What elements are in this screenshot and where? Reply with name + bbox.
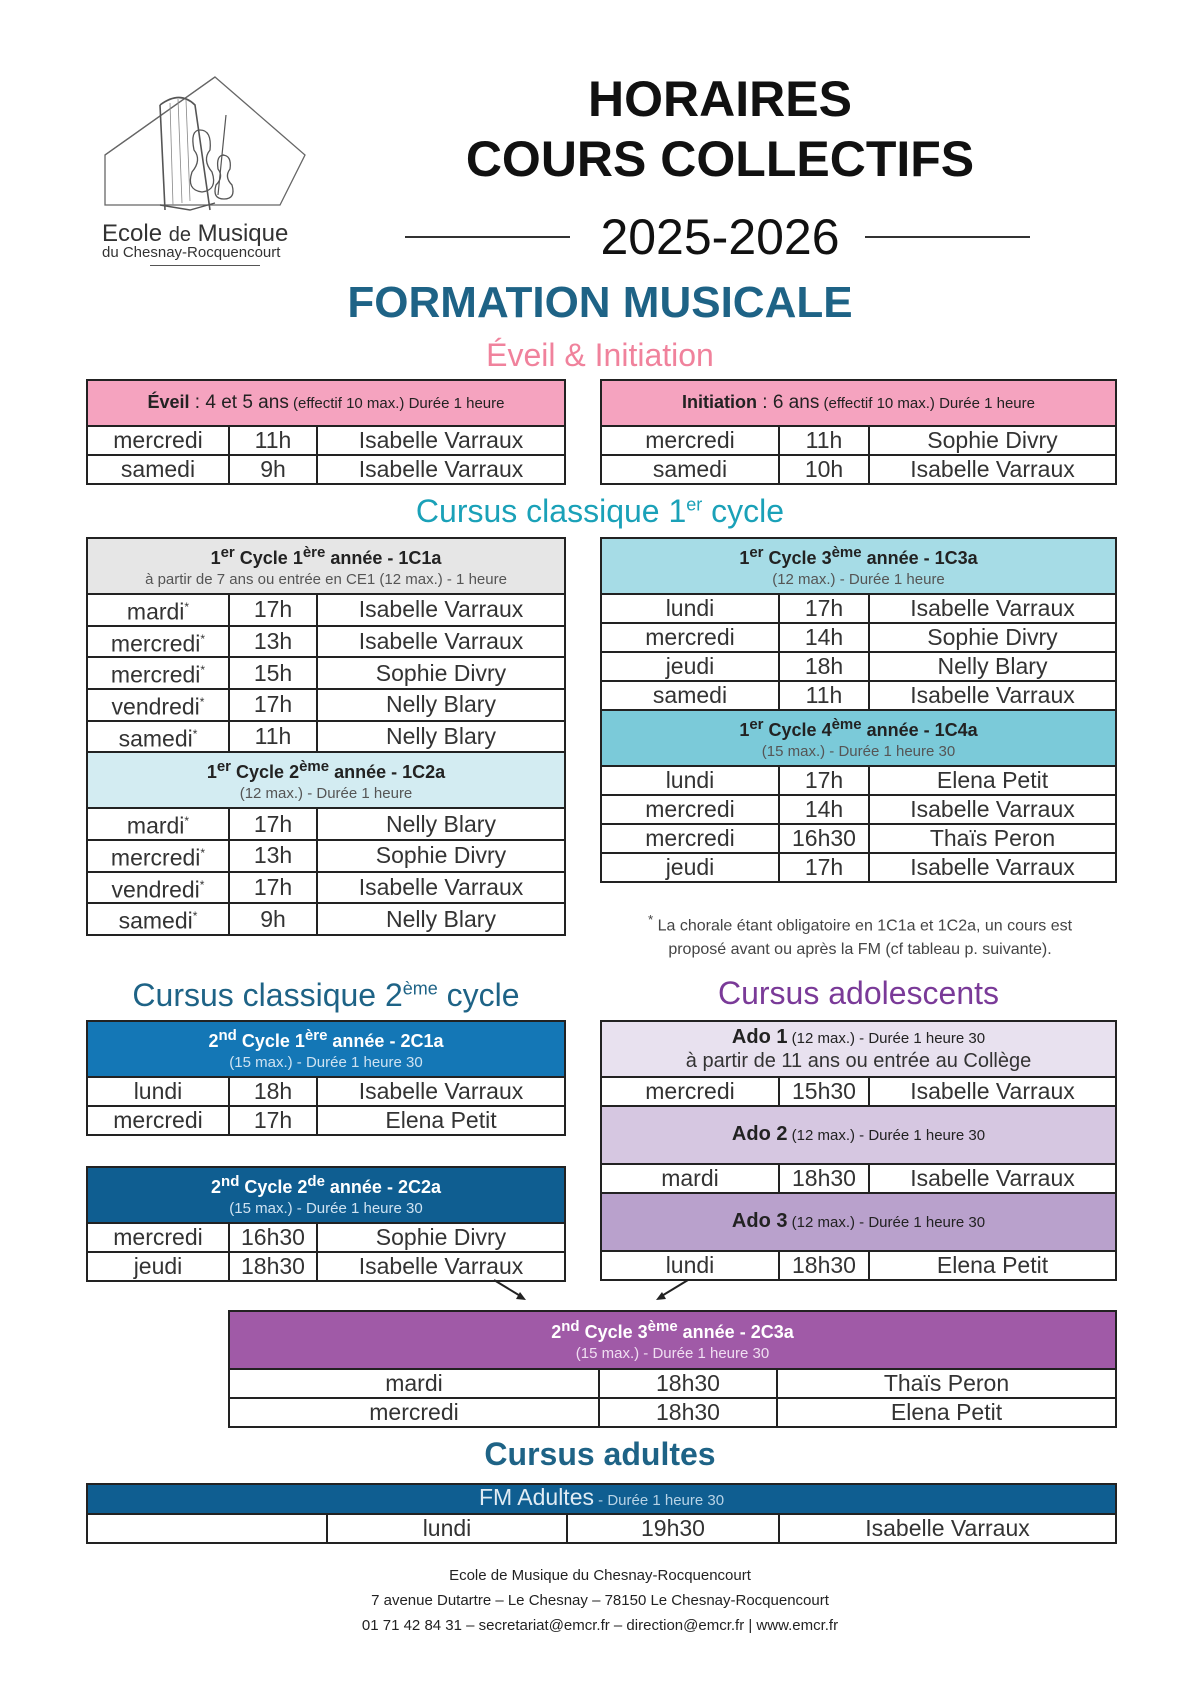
table-row bbox=[601, 1164, 1116, 1193]
table-row bbox=[87, 903, 565, 935]
teacher-cell: Thaïs Peron bbox=[777, 1369, 1116, 1398]
day-cell: mercredi bbox=[601, 426, 779, 455]
day-cell: samedi bbox=[601, 681, 779, 710]
teacher-cell: Isabelle Varraux bbox=[869, 853, 1116, 882]
time-cell: 15h bbox=[229, 657, 317, 689]
teacher-cell: Isabelle Varraux bbox=[869, 795, 1116, 824]
time-cell: 10h bbox=[779, 455, 869, 484]
time-cell: 18h30 bbox=[599, 1398, 777, 1427]
table-1c3a-1c4a bbox=[600, 537, 1117, 883]
table-2c2a bbox=[86, 1166, 566, 1282]
day-cell: lundi bbox=[601, 766, 779, 795]
table-eveil bbox=[86, 379, 566, 485]
time-cell: 17h bbox=[229, 1106, 317, 1135]
teacher-cell: Nelly Blary bbox=[317, 903, 565, 935]
day-cell: mercredi bbox=[87, 1223, 229, 1252]
time-cell: 11h bbox=[229, 426, 317, 455]
day-cell: mercredi* bbox=[87, 840, 229, 872]
footer-address: 7 avenue Dutartre – Le Chesnay – 78150 Le Chesnay-Rocquencourt bbox=[371, 1592, 829, 1609]
day-cell: mercredi* bbox=[87, 626, 229, 658]
header-cours-collectifs: COURS COLLECTIFS bbox=[465, 131, 975, 187]
table-row bbox=[87, 1223, 565, 1252]
table-1c1a-1c2a bbox=[86, 537, 566, 936]
table-header-ado3: Ado 3 (12 max.) - Durée 1 heure 30 bbox=[601, 1193, 1116, 1251]
table-row bbox=[601, 681, 1116, 710]
teacher-cell: Isabelle Varraux bbox=[317, 426, 565, 455]
table-row bbox=[601, 623, 1116, 652]
day-cell bbox=[87, 1514, 327, 1543]
time-cell: 11h bbox=[229, 721, 317, 753]
time-cell: 16h30 bbox=[779, 824, 869, 853]
teacher-cell: Sophie Divry bbox=[869, 623, 1116, 652]
page-title: FORMATION MUSICALE bbox=[347, 278, 853, 327]
table-row bbox=[87, 808, 565, 840]
time-cell: lundi bbox=[327, 1514, 567, 1543]
table-header: Éveil : 4 et 5 ans (effectif 10 max.) Durée 1 heure bbox=[87, 380, 565, 426]
table-row bbox=[87, 426, 565, 455]
header-year: 2025-2026 bbox=[600, 209, 840, 265]
teacher-cell: Isabelle Varraux bbox=[869, 455, 1116, 484]
arrow-to-2c3a-right-icon bbox=[652, 1277, 692, 1303]
time-cell: 14h bbox=[779, 623, 869, 652]
year-rule-right bbox=[865, 236, 1030, 238]
teacher-cell: Isabelle Varraux bbox=[869, 681, 1116, 710]
logo-name-line2: du Chesnay-Rocquencourt bbox=[102, 244, 281, 261]
time-cell: 18h30 bbox=[229, 1252, 317, 1281]
day-cell: samedi bbox=[601, 455, 779, 484]
day-cell: mercredi bbox=[229, 1398, 599, 1427]
day-cell: mardi* bbox=[87, 594, 229, 626]
table-row bbox=[601, 766, 1116, 795]
teacher-cell: Sophie Divry bbox=[317, 1223, 565, 1252]
table-row bbox=[87, 689, 565, 721]
time-cell: 18h bbox=[779, 652, 869, 681]
day-cell: vendredi* bbox=[87, 689, 229, 721]
section-adultes: Cursus adultes bbox=[484, 1436, 716, 1472]
table-row bbox=[601, 1077, 1116, 1106]
teacher-cell: Isabelle Varraux bbox=[317, 872, 565, 904]
table-row bbox=[87, 657, 565, 689]
day-cell: mardi bbox=[601, 1164, 779, 1193]
footer-contact: 01 71 42 84 31 – secretariat@emcr.fr – direction@emcr.fr | www.emcr.fr bbox=[361, 1617, 839, 1634]
day-cell: mercredi bbox=[601, 623, 779, 652]
time-cell: 9h bbox=[229, 455, 317, 484]
teacher-cell: Elena Petit bbox=[869, 1251, 1116, 1280]
teacher-cell: Thaïs Peron bbox=[869, 824, 1116, 853]
time-cell: 17h bbox=[229, 594, 317, 626]
time-cell: 18h30 bbox=[779, 1164, 869, 1193]
day-cell: jeudi bbox=[601, 652, 779, 681]
table-adultes bbox=[86, 1483, 1117, 1544]
footer-school-name: Ecole de Musique du Chesnay-Rocquencourt bbox=[449, 1567, 751, 1584]
time-cell: 13h bbox=[229, 626, 317, 658]
table-header: Initiation : 6 ans (effectif 10 max.) Durée 1 heure bbox=[601, 380, 1116, 426]
table-ados bbox=[600, 1020, 1117, 1281]
header-horaires: HORAIRES bbox=[588, 71, 852, 127]
table-header-1c1a: 1er Cycle 1ère année - 1C1a à partir de 7 ans ou entrée en CE1 (12 max.) - 1 heure bbox=[87, 538, 565, 594]
logo-name-line1: Ecole de Musique bbox=[102, 220, 289, 247]
table-row bbox=[87, 872, 565, 904]
table-header-2c2a: 2nd Cycle 2de année - 2C2a (15 max.) - Durée 1 heure 30 bbox=[87, 1167, 565, 1223]
teacher-cell: Isabelle Varraux bbox=[317, 626, 565, 658]
time-cell: 18h30 bbox=[599, 1369, 777, 1398]
teacher-cell: Nelly Blary bbox=[317, 721, 565, 753]
section-adolescents: Cursus adolescents bbox=[717, 975, 1000, 1011]
table-row bbox=[87, 721, 565, 753]
table-row bbox=[601, 594, 1116, 623]
table-2c3a bbox=[228, 1310, 1117, 1428]
teacher-cell: Isabelle Varraux bbox=[317, 1077, 565, 1106]
teacher-cell: Elena Petit bbox=[317, 1106, 565, 1135]
teacher-cell: Nelly Blary bbox=[317, 689, 565, 721]
table-row bbox=[87, 455, 565, 484]
table-row bbox=[601, 652, 1116, 681]
day-cell: vendredi* bbox=[87, 872, 229, 904]
table-header-ado1: Ado 1 (12 max.) - Durée 1 heure 30 à partir de 11 ans ou entrée au Collège bbox=[601, 1021, 1116, 1077]
teacher-cell: Isabelle Varraux bbox=[317, 455, 565, 484]
table-row bbox=[87, 626, 565, 658]
time-cell: 17h bbox=[229, 808, 317, 840]
chorale-note: * La chorale étant obligatoire en 1C1a et 1C2a, un cours est proposé avant ou après la FM (cf tableau p. suivante). bbox=[647, 912, 1073, 959]
day-cell: mercredi bbox=[601, 795, 779, 824]
section-eveil-initiation: Éveil & Initiation bbox=[486, 337, 714, 373]
time-cell: 16h30 bbox=[229, 1223, 317, 1252]
table-row bbox=[87, 1514, 1116, 1543]
day-cell: samedi* bbox=[87, 721, 229, 753]
logo-underline bbox=[150, 265, 260, 266]
table-row bbox=[87, 594, 565, 626]
table-row bbox=[601, 426, 1116, 455]
day-cell: mercredi bbox=[601, 824, 779, 853]
teacher-cell: 19h30 bbox=[567, 1514, 779, 1543]
time-cell: 17h bbox=[779, 594, 869, 623]
teacher-cell: Sophie Divry bbox=[317, 840, 565, 872]
teacher-cell: Isabelle Varraux bbox=[317, 1252, 565, 1281]
time-cell: 11h bbox=[779, 681, 869, 710]
teacher-cell: Elena Petit bbox=[777, 1398, 1116, 1427]
section-cycle2: Cursus classique 2ème cycle bbox=[132, 977, 520, 1013]
extra-cell: Isabelle Varraux bbox=[779, 1514, 1116, 1543]
day-cell: mercredi bbox=[87, 426, 229, 455]
section-cycle1: Cursus classique 1er cycle bbox=[415, 493, 785, 529]
day-cell: lundi bbox=[601, 594, 779, 623]
day-cell: lundi bbox=[87, 1077, 229, 1106]
arrow-to-2c3a-left-icon bbox=[490, 1277, 530, 1303]
table-row bbox=[601, 795, 1116, 824]
day-cell: lundi bbox=[601, 1251, 779, 1280]
teacher-cell: Sophie Divry bbox=[317, 657, 565, 689]
teacher-cell: Isabelle Varraux bbox=[869, 594, 1116, 623]
table-row bbox=[87, 840, 565, 872]
time-cell: 17h bbox=[229, 689, 317, 721]
teacher-cell: Sophie Divry bbox=[869, 426, 1116, 455]
time-cell: 18h30 bbox=[779, 1251, 869, 1280]
table-header-1c4a: 1er Cycle 4ème année - 1C4a (15 max.) - Durée 1 heure 30 bbox=[601, 710, 1116, 766]
teacher-cell: Isabelle Varraux bbox=[317, 594, 565, 626]
day-cell: mercredi* bbox=[87, 657, 229, 689]
teacher-cell: Isabelle Varraux bbox=[869, 1077, 1116, 1106]
table-header-1c3a: 1er Cycle 3ème année - 1C3a (12 max.) - Durée 1 heure bbox=[601, 538, 1116, 594]
table-row bbox=[601, 853, 1116, 882]
day-cell: mardi* bbox=[87, 808, 229, 840]
teacher-cell: Isabelle Varraux bbox=[869, 1164, 1116, 1193]
time-cell: 13h bbox=[229, 840, 317, 872]
table-header-2c3a: 2nd Cycle 3ème année - 2C3a (15 max.) - Durée 1 heure 30 bbox=[229, 1311, 1116, 1369]
table-header-2c1a: 2nd Cycle 1ère année - 2C1a (15 max.) - Durée 1 heure 30 bbox=[87, 1021, 565, 1077]
day-cell: samedi* bbox=[87, 903, 229, 935]
teacher-cell: Nelly Blary bbox=[317, 808, 565, 840]
time-cell: 15h30 bbox=[779, 1077, 869, 1106]
table-initiation bbox=[600, 379, 1117, 485]
table-row bbox=[601, 824, 1116, 853]
table-header-adultes: FM Adultes - Durée 1 heure 30 bbox=[87, 1484, 1116, 1514]
teacher-cell: Elena Petit bbox=[869, 766, 1116, 795]
table-row bbox=[87, 1106, 565, 1135]
day-cell: mardi bbox=[229, 1369, 599, 1398]
table-header-1c2a: 1er Cycle 2ème année - 1C2a (12 max.) - Durée 1 heure bbox=[87, 752, 565, 808]
table-row bbox=[601, 455, 1116, 484]
day-cell: mercredi bbox=[87, 1106, 229, 1135]
table-row bbox=[87, 1077, 565, 1106]
time-cell: 17h bbox=[779, 853, 869, 882]
day-cell: samedi bbox=[87, 455, 229, 484]
time-cell: 14h bbox=[779, 795, 869, 824]
day-cell: jeudi bbox=[87, 1252, 229, 1281]
table-row bbox=[601, 1251, 1116, 1280]
day-cell: mercredi bbox=[601, 1077, 779, 1106]
teacher-cell: Nelly Blary bbox=[869, 652, 1116, 681]
table-row bbox=[229, 1398, 1116, 1427]
day-cell: jeudi bbox=[601, 853, 779, 882]
time-cell: 17h bbox=[229, 872, 317, 904]
time-cell: 9h bbox=[229, 903, 317, 935]
table-2c1a bbox=[86, 1020, 566, 1136]
table-header-ado2: Ado 2 (12 max.) - Durée 1 heure 30 bbox=[601, 1106, 1116, 1164]
time-cell: 11h bbox=[779, 426, 869, 455]
table-row bbox=[229, 1369, 1116, 1398]
time-cell: 17h bbox=[779, 766, 869, 795]
time-cell: 18h bbox=[229, 1077, 317, 1106]
